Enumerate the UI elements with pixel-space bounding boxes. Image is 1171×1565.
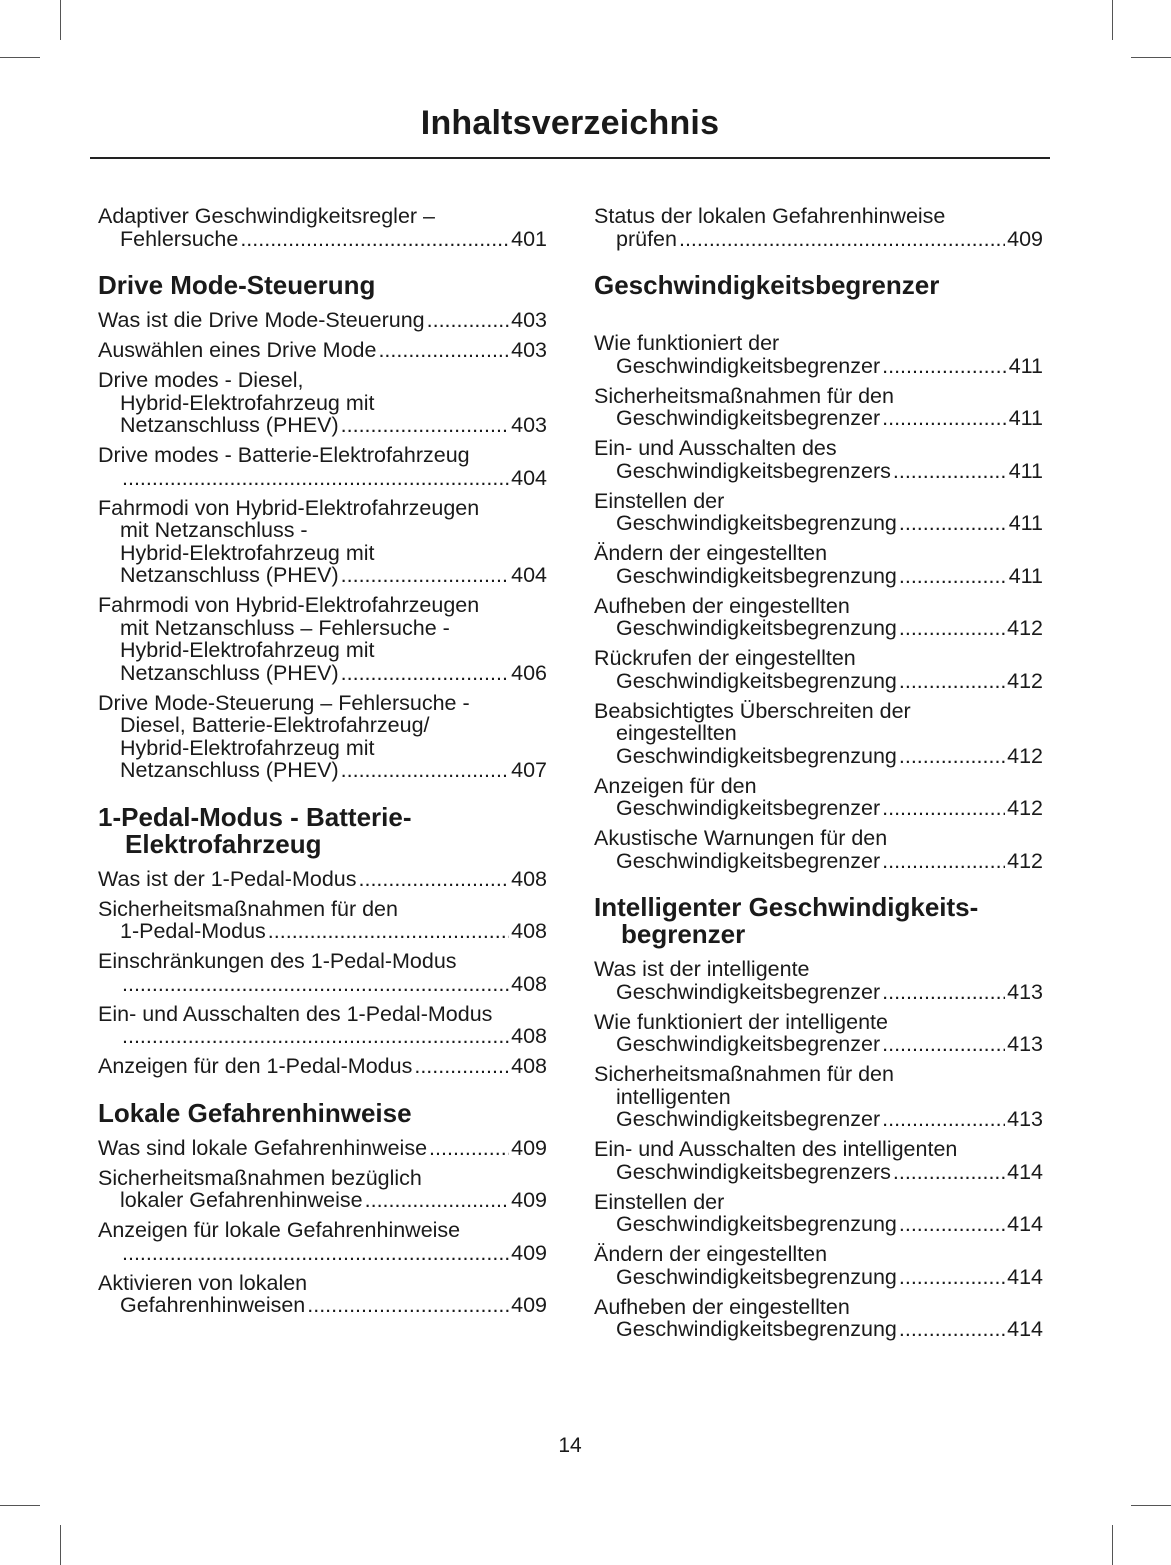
entry-last-line <box>98 1025 547 1048</box>
entry-page-number: 409 <box>511 1188 547 1212</box>
dot-leader <box>307 1294 509 1317</box>
toc-entry[interactable] <box>98 1167 547 1212</box>
dot-leader <box>427 309 510 332</box>
entry-last-line <box>594 981 1043 1004</box>
entry-line: Geschwindigkeitsbegrenzung <box>616 1212 897 1236</box>
heading-line: Lokale Gefahrenhinweise <box>98 1097 412 1128</box>
entry-line: Was ist der 1-Pedal-Modus <box>98 866 357 891</box>
toc-entry[interactable] <box>98 950 547 995</box>
entry-line: Fehlersuche <box>120 226 239 251</box>
entry-line: Geschwindigkeitsbegrenzung <box>616 1317 897 1341</box>
toc-entry[interactable] <box>98 1272 547 1317</box>
entry-last-line <box>594 355 1043 378</box>
dot-leader <box>679 228 1005 251</box>
entry-page-number: 408 <box>511 919 547 943</box>
section-heading <box>98 272 547 299</box>
entry-line: Netzanschluss (PHEV) <box>120 660 339 685</box>
dot-leader <box>899 1266 1005 1289</box>
entry-line: Sicherheitsmaßnahmen für den <box>594 383 894 408</box>
dot-leader <box>882 797 1005 820</box>
entry-last-line <box>98 1137 547 1160</box>
entry-line: Geschwindigkeitsbegrenzer <box>616 353 881 378</box>
toc-entry[interactable] <box>98 1219 547 1264</box>
entry-last-line <box>594 228 1043 251</box>
toc-entry[interactable] <box>594 1296 1043 1341</box>
entry-page-number: 411 <box>1008 458 1043 483</box>
entry-last-line <box>594 617 1043 640</box>
heading-line: Elektrofahrzeug <box>125 828 322 859</box>
crop-mark <box>0 1505 40 1506</box>
entry-page-number: 409 <box>1007 226 1043 251</box>
entry-last-line <box>98 920 547 943</box>
entry-page-number: 409 <box>511 1293 547 1317</box>
entry-last-line <box>594 745 1043 768</box>
toc-entry[interactable] <box>594 1011 1043 1056</box>
dot-leader <box>899 565 1007 588</box>
entry-page-number: 412 <box>1007 796 1043 820</box>
entry-line: Hybrid-Elektrofahrzeug mit <box>120 735 375 760</box>
section-heading <box>98 1097 547 1128</box>
toc-entry[interactable] <box>98 692 547 782</box>
heading-line: Intelligenter Geschwindigkeits- <box>594 892 979 922</box>
dot-leader <box>882 1033 1005 1056</box>
dot-leader <box>882 355 1007 378</box>
dot-leader <box>240 228 509 251</box>
dot-leader <box>365 1189 510 1212</box>
toc-entry[interactable] <box>98 444 547 489</box>
toc-entry[interactable] <box>98 594 547 684</box>
dot-leader <box>122 1242 509 1265</box>
entry-last-line <box>98 759 547 782</box>
entry-line: Was ist der intelligente <box>594 957 810 981</box>
entry-line: Rückrufen der eingestellten <box>594 646 856 670</box>
dot-leader <box>341 759 509 782</box>
entry-last-line <box>98 1294 547 1317</box>
entry-line: Drive modes - Diesel, <box>98 368 304 392</box>
entry-page-number: 414 <box>1007 1159 1043 1184</box>
entry-line: Wie funktioniert der <box>594 331 780 355</box>
crop-mark <box>1112 1525 1113 1565</box>
crop-mark <box>60 0 61 40</box>
entry-line: Geschwindigkeitsbegrenzer <box>616 406 881 430</box>
entry-last-line <box>98 309 547 332</box>
dot-leader <box>899 1318 1005 1341</box>
entry-line: Sicherheitsmaßnahmen für den <box>594 1062 894 1086</box>
section-heading <box>594 272 1043 299</box>
entry-line: Geschwindigkeitsbegrenzer <box>616 1032 881 1056</box>
entry-line: Netzanschluss (PHEV) <box>120 758 339 782</box>
entry-line: Geschwindigkeitsbegrenzung <box>616 668 897 693</box>
entry-page-number: 406 <box>511 660 547 685</box>
heading-line: begrenzer <box>621 919 746 949</box>
entry-page-number: 403 <box>511 308 547 332</box>
entry-line: Geschwindigkeitsbegrenzer <box>616 1107 881 1131</box>
entry-line: Geschwindigkeitsbegrenzung <box>616 616 897 640</box>
entry-page-number: 413 <box>1007 1032 1043 1056</box>
entry-line: mit Netzanschluss - <box>120 518 308 542</box>
toc-entry[interactable] <box>98 497 547 587</box>
toc-entry[interactable] <box>98 868 547 891</box>
toc-entry[interactable] <box>594 1243 1043 1288</box>
entry-last-line <box>98 973 547 996</box>
entry-line: Adaptiver Geschwindigkeitsregler – <box>98 204 435 228</box>
dot-leader <box>899 1213 1005 1236</box>
entry-line: Ein- und Ausschalten des intelligenten <box>594 1137 958 1161</box>
dot-leader <box>893 1161 1005 1184</box>
toc-entry[interactable] <box>594 437 1043 482</box>
entry-line: Ein- und Ausschalten des 1-Pedal-Modus <box>98 1001 493 1026</box>
toc-entry[interactable] <box>594 1138 1043 1183</box>
entry-line: Hybrid-Elektrofahrzeug mit <box>120 390 375 415</box>
entry-page-number: 404 <box>511 465 547 490</box>
page-number: 14 <box>558 1434 582 1457</box>
toc-entry[interactable] <box>594 542 1043 587</box>
entry-last-line <box>98 339 547 362</box>
toc-entry[interactable] <box>98 1003 547 1048</box>
page-title: Inhaltsverzeichnis <box>420 104 720 142</box>
toc-entry[interactable] <box>594 958 1043 1003</box>
dot-leader <box>429 1137 509 1160</box>
dot-leader <box>122 1025 509 1048</box>
entry-line: Beabsichtigtes Überschreiten der <box>594 698 911 723</box>
toc-entry[interactable] <box>594 1063 1043 1131</box>
entry-page-number: 412 <box>1007 668 1043 693</box>
entry-line: Was ist die Drive Mode-Steuerung <box>98 308 425 332</box>
entry-page-number: 413 <box>1007 1107 1043 1131</box>
entry-line: Anzeigen für den 1-Pedal-Modus <box>98 1054 413 1078</box>
dot-leader <box>122 973 509 996</box>
entry-line: 1-Pedal-Modus <box>120 919 266 943</box>
entry-line: Ändern der eingestellten <box>594 1242 828 1266</box>
crop-mark <box>1131 57 1171 58</box>
entry-page-number: 411 <box>1008 563 1043 588</box>
entry-line: Aufheben der eingestellten <box>594 593 850 618</box>
entry-line: Ein- und Ausschalten des <box>594 436 837 460</box>
entry-last-line <box>594 1161 1043 1184</box>
entry-last-line <box>98 1189 547 1212</box>
entry-last-line <box>594 565 1043 588</box>
entry-line: Sicherheitsmaßnahmen bezüglich <box>98 1165 422 1190</box>
dot-leader <box>882 981 1005 1004</box>
dot-leader <box>268 920 509 943</box>
entry-line: Anzeigen für den <box>594 773 757 798</box>
entry-line: Geschwindigkeitsbegrenzung <box>616 511 897 535</box>
entry-line: prüfen <box>616 226 677 251</box>
dot-leader <box>899 512 1007 535</box>
entry-line: Aktivieren von lokalen <box>98 1270 308 1295</box>
entry-line: Geschwindigkeitsbegrenzung <box>616 563 897 588</box>
dot-leader <box>882 407 1007 430</box>
entry-line: Anzeigen für lokale Gefahrenhinweise <box>98 1218 461 1242</box>
crop-mark <box>1131 1505 1171 1506</box>
entry-last-line <box>594 1266 1043 1289</box>
entry-page-number: 408 <box>511 971 547 996</box>
entry-page-number: 413 <box>1007 979 1043 1004</box>
dot-leader <box>882 1108 1005 1131</box>
entry-line: Fahrmodi von Hybrid-Elektrofahrzeugen <box>98 495 480 520</box>
entry-line: Geschwindigkeitsbegrenzer <box>616 796 881 820</box>
entry-page-number: 407 <box>511 758 547 782</box>
entry-last-line <box>594 850 1043 873</box>
title-rule <box>90 157 1050 159</box>
entry-last-line <box>98 868 547 891</box>
crop-mark <box>0 57 40 58</box>
entry-line: Geschwindigkeitsbegrenzers <box>616 458 891 483</box>
entry-line: Diesel, Batterie-Elektrofahrzeug/ <box>120 713 430 737</box>
dot-leader <box>414 1055 509 1078</box>
entry-line: Aufheben der eingestellten <box>594 1294 850 1319</box>
entry-page-number: 412 <box>1007 616 1043 640</box>
toc-entry[interactable] <box>594 700 1043 768</box>
toc-entry[interactable] <box>98 898 547 943</box>
entry-page-number: 403 <box>511 413 547 437</box>
dot-leader <box>899 745 1005 768</box>
toc-entry[interactable] <box>98 309 547 332</box>
entry-line: Sicherheitsmaßnahmen für den <box>98 896 398 921</box>
entry-line: mit Netzanschluss – Fehlersuche - <box>120 615 450 640</box>
entry-line: Netzanschluss (PHEV) <box>120 563 339 587</box>
entry-line: lokaler Gefahrenhinweise <box>120 1188 363 1212</box>
dot-leader <box>882 850 1005 873</box>
entry-page-number: 414 <box>1007 1212 1043 1236</box>
dot-leader <box>899 617 1005 640</box>
entry-line: Einstellen der <box>594 1189 725 1214</box>
entry-page-number: 409 <box>511 1240 547 1265</box>
entry-last-line <box>98 1055 547 1078</box>
entry-line: Hybrid-Elektrofahrzeug mit <box>120 638 375 662</box>
toc-entry[interactable] <box>98 369 547 437</box>
dot-leader <box>359 868 510 891</box>
toc-entry[interactable] <box>594 775 1043 820</box>
entry-page-number: 411 <box>1008 353 1043 378</box>
dot-leader <box>341 564 509 587</box>
entry-line: Einstellen der <box>594 488 725 513</box>
toc-entry[interactable] <box>594 647 1043 692</box>
entry-last-line <box>98 662 547 685</box>
entry-last-line <box>594 1033 1043 1056</box>
toc-entry[interactable] <box>594 490 1043 535</box>
toc-entry[interactable] <box>594 595 1043 640</box>
toc-entry[interactable] <box>594 1191 1043 1236</box>
entry-line: Hybrid-Elektrofahrzeug mit <box>120 540 375 565</box>
entry-last-line <box>594 1108 1043 1131</box>
entry-page-number: 409 <box>511 1135 547 1160</box>
toc-entry[interactable] <box>594 385 1043 430</box>
entry-line: Drive modes - Batterie-Elektrofahrzeug <box>98 443 470 467</box>
entry-page-number: 411 <box>1008 511 1043 535</box>
entry-page-number: 411 <box>1008 406 1043 430</box>
entry-last-line <box>594 670 1043 693</box>
entry-last-line <box>594 460 1043 483</box>
entry-last-line <box>594 1318 1043 1341</box>
section-heading <box>98 801 547 859</box>
toc-entry[interactable] <box>594 827 1043 872</box>
entry-line: Gefahrenhinweisen <box>120 1293 306 1317</box>
entry-page-number: 404 <box>511 563 547 587</box>
entry-line: Status der lokalen Gefahrenhinweise <box>594 204 946 228</box>
toc-entry[interactable] <box>594 332 1043 377</box>
entry-page-number: 412 <box>1007 743 1043 768</box>
entry-page-number: 408 <box>511 866 547 891</box>
entry-line: Geschwindigkeitsbegrenzer <box>616 979 881 1004</box>
entry-page-number: 401 <box>511 226 547 251</box>
entry-line: Geschwindigkeitsbegrenzers <box>616 1159 891 1184</box>
entry-line: Was sind lokale Gefahrenhinweise <box>98 1135 428 1160</box>
entry-last-line <box>98 1242 547 1265</box>
entry-line: Ändern der eingestellten <box>594 541 828 565</box>
toc-entry[interactable] <box>98 1055 547 1078</box>
entry-page-number: 403 <box>511 338 547 362</box>
heading-line: Geschwindigkeitsbegrenzer <box>594 270 940 300</box>
entry-line: Geschwindigkeitsbegrenzer <box>616 848 881 873</box>
dot-leader <box>122 467 509 490</box>
entry-last-line <box>594 797 1043 820</box>
entry-line: Akustische Warnungen für den <box>594 826 888 850</box>
dot-leader <box>378 339 509 362</box>
entry-last-line <box>594 512 1043 535</box>
entry-page-number: 408 <box>511 1024 547 1048</box>
entry-line: Fahrmodi von Hybrid-Elektrofahrzeugen <box>98 593 480 617</box>
entry-line: Netzanschluss (PHEV) <box>120 413 339 437</box>
entry-page-number: 414 <box>1007 1317 1043 1341</box>
toc-entry[interactable] <box>98 339 547 362</box>
dot-leader <box>893 460 1007 483</box>
entry-line: eingestellten <box>616 721 737 745</box>
entry-page-number: 412 <box>1007 848 1043 873</box>
toc-entry[interactable] <box>594 205 1043 250</box>
toc-column-right <box>594 205 1043 1348</box>
entry-last-line <box>594 1213 1043 1236</box>
crop-mark <box>1112 0 1113 40</box>
entry-line: Geschwindigkeitsbegrenzung <box>616 1264 897 1289</box>
entry-line: Auswählen eines Drive Mode <box>98 338 377 362</box>
crop-mark <box>60 1525 61 1565</box>
entry-line: intelligenten <box>616 1084 731 1109</box>
heading-line: Drive Mode-Steuerung <box>98 270 376 300</box>
entry-last-line <box>594 407 1043 430</box>
entry-page-number: 414 <box>1007 1264 1043 1289</box>
entry-last-line <box>98 564 547 587</box>
entry-last-line <box>98 228 547 251</box>
toc-entry[interactable] <box>98 1137 547 1160</box>
entry-last-line <box>98 414 547 437</box>
entry-page-number: 408 <box>511 1054 547 1078</box>
toc-entry[interactable] <box>98 205 547 250</box>
heading-line: 1-Pedal-Modus - Batterie- <box>98 801 412 832</box>
section-heading <box>594 894 1043 948</box>
entry-last-line <box>98 467 547 490</box>
entry-line: Wie funktioniert der intelligente <box>594 1009 888 1034</box>
dot-leader <box>341 414 509 437</box>
entry-line: Einschränkungen des 1-Pedal-Modus <box>98 949 457 973</box>
dot-leader <box>899 670 1005 693</box>
toc-column-left <box>98 205 547 1324</box>
entry-line: Geschwindigkeitsbegrenzung <box>616 743 897 768</box>
entry-line: Drive Mode-Steuerung – Fehlersuche - <box>98 690 470 715</box>
dot-leader <box>341 662 509 685</box>
